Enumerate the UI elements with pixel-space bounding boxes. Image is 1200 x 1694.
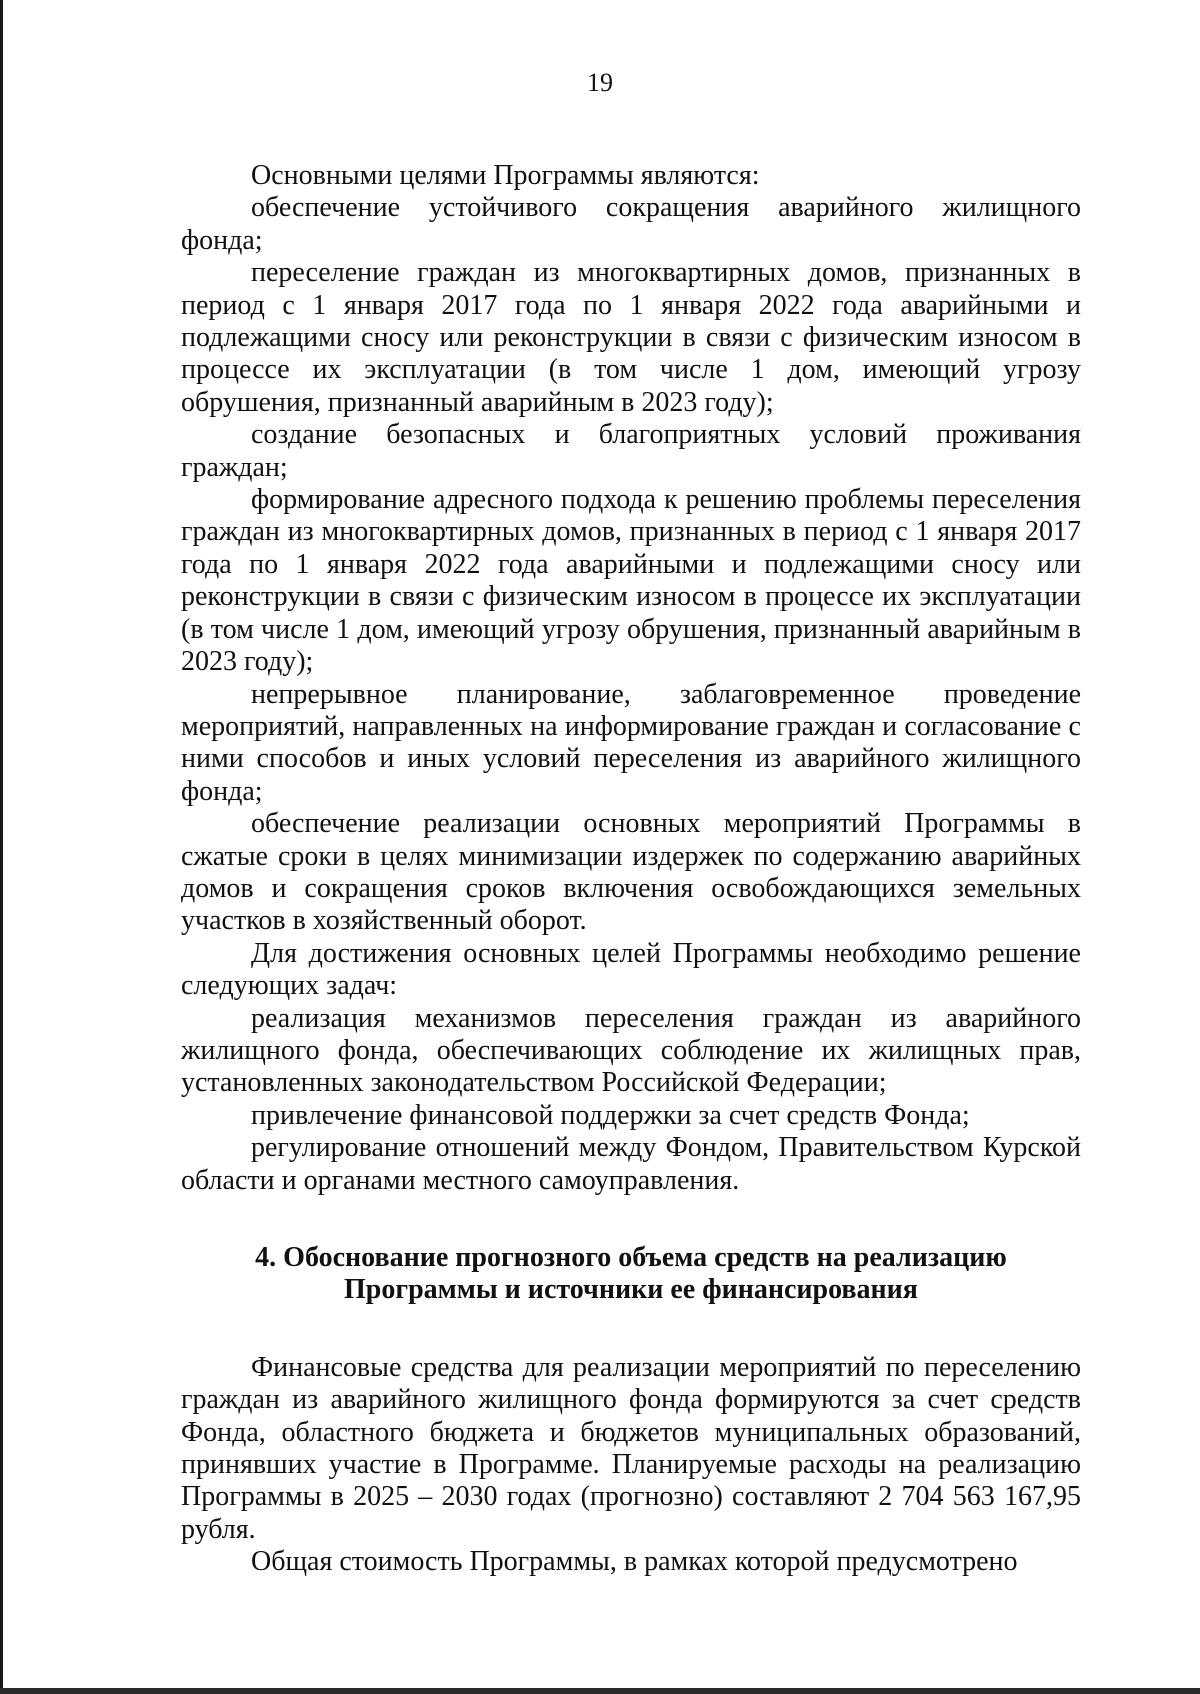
- goal-paragraph: обеспечение устойчивого сокращения аварийного жилищного фонда;: [181, 192, 1081, 256]
- goal-paragraph: формирование адресного подхода к решению проблемы переселения граждан из многоквартирных домов, признанных в период с 1 января 2017 года по 1 января 2022 года аварийными и подлежащими сносу или реконструкции в связи с физическим износом в процессе их эксплуатации (в том числе 1 дом, имеющий угрозу обрушения, признанный аварийным в 2023 году);: [181, 484, 1081, 678]
- section-heading-line-1: 4. Обоснование прогнозного объема средств на реализацию: [255, 1242, 1007, 1273]
- total-cost-paragraph: Общая стоимость Программы, в рамках которой предусмотрено: [251, 1546, 1018, 1578]
- section-heading-line-2: Программы и источники ее финансирования: [344, 1274, 918, 1306]
- tasks-intro-paragraph: Для достижения основных целей Программы необходимо решение следующих задач:: [181, 937, 1081, 1002]
- financing-paragraph: Финансовые средства для реализации мероприятий по переселению граждан из аварийного жилищного фонда формируются за счет средств Фонда, областного бюджета и бюджетов муниципальных образований, принявших участие в Программе. Планируемые расходы на реализацию Программы в 2025 – 2030 годах (прогнозно) составляют 2 704 563 167,95 рубля.: [181, 1351, 1081, 1545]
- goal-paragraph: обеспечение реализации основных мероприятий Программы в сжатые сроки в целях минимизации издержек по содержанию аварийных домов и сокращения сроков включения освобождающихся земельных участков в хозяйственный оборот.: [181, 808, 1081, 937]
- page-number: 19: [587, 68, 613, 97]
- task-paragraph: привлечение финансовой поддержки за счет средств Фонда;: [251, 1099, 970, 1131]
- goal-paragraph: переселение граждан из многоквартирных домов, признанных в период с 1 января 2017 года по 1 января 2022 года аварийными и подлежащими сносу или реконструкции в связи с физическим износом в процессе их эксплуатации (в том числе 1 дом, имеющий угрозу обрушения, признанный аварийным в 2023 году);: [181, 257, 1081, 418]
- section-heading: [181, 1242, 1081, 1307]
- goals-intro-paragraph: Основными целями Программы являются:: [251, 160, 760, 191]
- goal-paragraph: создание безопасных и благоприятных условий проживания граждан;: [181, 419, 1081, 483]
- scan-bottom-edge: [0, 1688, 1200, 1694]
- task-paragraph: реализация механизмов переселения граждан из аварийного жилищного фонда, обеспечивающих соблюдение их жилищных прав, установленных законодательством Российской Федерации;: [181, 1002, 1081, 1099]
- document-body: [181, 160, 1081, 1579]
- scan-left-edge: [0, 0, 3, 1694]
- goal-paragraph: непрерывное планирование, заблаговременное проведение мероприятий, направленных на информирование граждан и согласование с ними способов и иных условий переселения из аварийного жилищного фонда;: [181, 678, 1081, 807]
- task-paragraph: регулирование отношений между Фондом, Правительством Курской области и органами местного самоуправления.: [181, 1132, 1081, 1196]
